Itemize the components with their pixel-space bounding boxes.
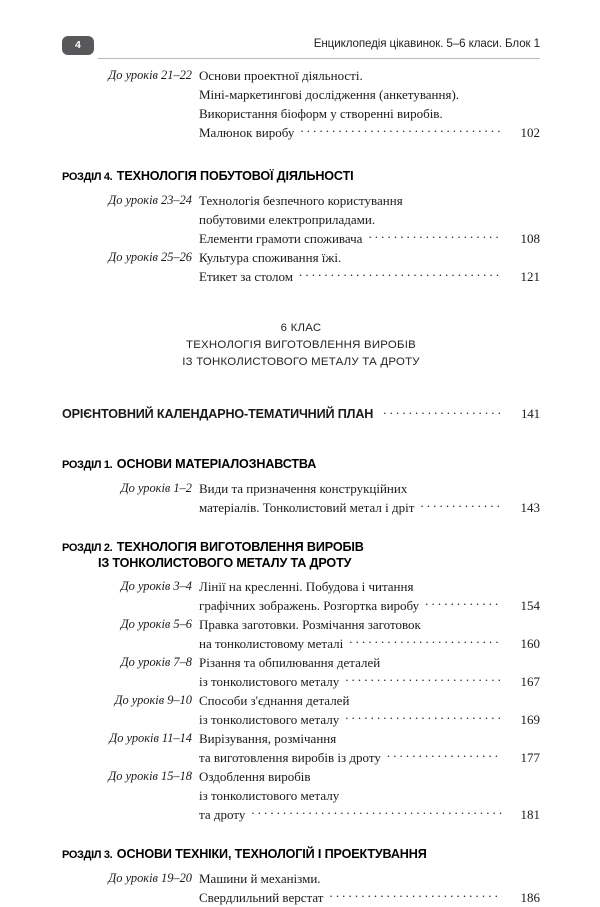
section-title-line-2: ІЗ ТОНКОЛИСТОВОГО МЕТАЛУ ТА ДРОТУ — [98, 556, 352, 570]
toc-entry-lines — [199, 615, 540, 653]
leader-dots — [300, 124, 502, 137]
toc-entry-label: До уроків 15–18 — [108, 769, 192, 783]
toc-line — [199, 104, 540, 123]
toc-line — [199, 596, 540, 615]
toc-line — [199, 634, 540, 653]
section-heading-2 — [62, 539, 540, 571]
leader-dots — [342, 730, 540, 743]
spacer — [62, 371, 540, 405]
leader-dots — [355, 692, 540, 705]
section-heading-3 — [62, 846, 540, 863]
toc-line-text: із тонколистового металу — [199, 674, 340, 689]
section-heading-1 — [62, 456, 540, 473]
toc-entry-7-8 — [62, 653, 540, 691]
leader-dots — [465, 86, 540, 99]
leader-dots — [383, 405, 502, 418]
page-header — [62, 36, 540, 60]
section-title: ОСНОВИ ТЕХНІКИ, ТЕХНОЛОГІЙ І ПРОЕКТУВАННЯ — [116, 847, 427, 861]
leader-dots — [299, 268, 502, 281]
toc-entry-9-10 — [62, 691, 540, 729]
toc-line — [199, 123, 540, 142]
section-heading-4 — [62, 168, 540, 185]
toc-line-text: із тонколистового металу — [199, 788, 340, 803]
class-block-line-1: 6 КЛАС — [280, 322, 322, 334]
toc-page-number: 186 — [520, 890, 540, 905]
toc-line — [199, 615, 540, 634]
toc-line-text: Різання та обпилювання деталей — [199, 655, 381, 670]
toc-entry-label: До уроків 23–24 — [108, 193, 192, 207]
toc-entry-15-18 — [62, 767, 540, 824]
toc-entry-label: До уроків 21–22 — [108, 68, 192, 82]
toc-entry-lines — [199, 869, 540, 907]
leader-dots — [329, 889, 502, 902]
toc-line — [199, 869, 540, 888]
toc-line — [199, 191, 540, 210]
spacer — [62, 422, 540, 456]
toc-line — [199, 748, 540, 767]
toc-entry-label: До уроків 5–6 — [120, 617, 192, 631]
header-divider — [98, 58, 540, 59]
leader-dots — [368, 230, 502, 243]
toc-entry-label: До уроків 1–2 — [120, 481, 192, 495]
section-title: ОСНОВИ МАТЕРІАЛОЗНАВСТВА — [116, 457, 317, 471]
toc-page-number: 154 — [520, 598, 540, 613]
section-number: РОЗДІЛ 3. — [62, 849, 113, 861]
toc-line-text: Технологія безпечного користування — [199, 193, 403, 208]
toc-entry-25-26 — [62, 248, 540, 286]
leader-dots — [345, 711, 502, 724]
toc-line-text: Лінії на кресленні. Побудова і читання — [199, 579, 414, 594]
toc-entry-5-6 — [62, 615, 540, 653]
toc-entry-19-20 — [62, 869, 540, 907]
toc-line-text: Елементи грамоти споживача — [199, 231, 363, 246]
toc-line — [199, 653, 540, 672]
leader-dots — [413, 480, 540, 493]
toc-entry-label: До уроків 3–4 — [120, 579, 192, 593]
leader-dots — [347, 249, 540, 262]
leader-dots — [345, 673, 502, 686]
leader-dots — [420, 499, 502, 512]
toc-line — [199, 672, 540, 691]
toc-page-number: 121 — [520, 269, 540, 284]
toc-line-text: та виготовлення виробів із дроту — [199, 750, 381, 765]
class-block-line-2: ТЕХНОЛОГІЯ ВИГОТОВЛЕННЯ ВИРОБІВ — [185, 339, 416, 351]
toc-entry-1-2 — [62, 479, 540, 517]
toc-line-text: Основи проектної діяльності. — [199, 68, 363, 83]
toc-entry-23-24 — [62, 191, 540, 248]
toc-page-number: 167 — [520, 674, 540, 689]
toc-line — [199, 729, 540, 748]
toc-entry-3-4 — [62, 577, 540, 615]
leader-dots — [369, 67, 540, 80]
toc-line — [199, 786, 540, 805]
spacer — [62, 286, 540, 320]
toc-entry-lines — [199, 767, 540, 824]
toc-entry-lines — [199, 66, 540, 142]
toc-line-text: Малюнок виробу — [199, 125, 295, 140]
toc-line-text: Машини й механізми. — [199, 871, 321, 886]
toc-entry-label: До уроків 25–26 — [108, 250, 192, 264]
toc-page-number: 108 — [520, 231, 540, 246]
toc-line-text: побутовими електроприладами. — [199, 212, 376, 227]
toc-entry-label: До уроків 9–10 — [114, 693, 192, 707]
toc-line — [199, 710, 540, 729]
toc-line — [199, 767, 540, 786]
toc-page-number: 160 — [520, 636, 540, 651]
spacer — [62, 142, 540, 168]
spacer — [62, 517, 540, 539]
toc-page-number: 177 — [520, 750, 540, 765]
toc-entry-label: До уроків 19–20 — [108, 871, 192, 885]
leader-dots — [386, 654, 540, 667]
leader-dots — [317, 768, 540, 781]
toc-entry-11-14 — [62, 729, 540, 767]
section-title: ТЕХНОЛОГІЯ ПОБУТОВОЇ ДІЯЛЬНОСТІ — [116, 169, 354, 183]
toc-entry-plan — [62, 405, 540, 422]
table-of-contents — [62, 66, 540, 907]
toc-page-number: 181 — [520, 807, 540, 822]
toc-entry-lines — [199, 691, 540, 729]
toc-entry-lines — [199, 653, 540, 691]
toc-line — [199, 498, 540, 517]
toc-line — [199, 267, 540, 286]
toc-line-text: та дроту — [199, 807, 246, 822]
toc-line-text: Використання біоформ у створенні виробів. — [199, 106, 443, 121]
toc-line — [199, 805, 540, 824]
toc-line — [199, 248, 540, 267]
leader-dots — [251, 806, 502, 819]
toc-entry-lines — [199, 248, 540, 286]
toc-line — [199, 691, 540, 710]
toc-entry-lines — [199, 479, 540, 517]
toc-line — [199, 229, 540, 248]
toc-page-number: 141 — [520, 406, 540, 421]
toc-line-text: Міні-маркетингові дослідження (анкетування). — [199, 87, 460, 102]
leader-dots — [449, 105, 540, 118]
section-number: РОЗДІЛ 1. — [62, 459, 113, 471]
spacer — [62, 824, 540, 846]
section-number: РОЗДІЛ 2. — [62, 542, 113, 554]
leader-dots — [327, 870, 540, 883]
toc-line — [199, 888, 540, 907]
toc-line-text: Правка заготовки. Розмічання заготовок — [199, 617, 421, 632]
toc-entry-label: До уроків 7–8 — [120, 655, 192, 669]
class-block — [62, 320, 540, 371]
toc-page-number: 169 — [520, 712, 540, 727]
toc-line-text: матеріалів. Тонколистовий метал і дріт — [199, 500, 415, 515]
toc-line — [199, 210, 540, 229]
leader-dots — [381, 211, 540, 224]
toc-line-text: Оздоблення виробів — [199, 769, 311, 784]
toc-line — [199, 577, 540, 596]
toc-page-number: 143 — [520, 500, 540, 515]
toc-entry-label: До уроків 11–14 — [109, 731, 192, 745]
leader-dots — [427, 616, 540, 629]
toc-entry-21-22 — [62, 66, 540, 142]
toc-page-number: 102 — [520, 125, 540, 140]
leader-dots — [349, 635, 502, 648]
toc-line — [199, 479, 540, 498]
toc-entry-lines — [199, 577, 540, 615]
leader-dots — [387, 749, 502, 762]
section-title: ТЕХНОЛОГІЯ ВИГОТОВЛЕННЯ ВИРОБІВ — [116, 540, 364, 554]
toc-line-text: Способи з'єднання деталей — [199, 693, 350, 708]
page-number-badge: 4 — [62, 36, 94, 55]
toc-line-text: Етикет за столом — [199, 269, 294, 284]
toc-line-text: Культура споживання їжі. — [199, 250, 342, 265]
leader-dots — [425, 597, 502, 610]
toc-line-text: Види та призначення конструкційних — [199, 481, 408, 496]
section-number: РОЗДІЛ 4. — [62, 171, 113, 183]
toc-line-text: Свердлильний верстат — [199, 890, 324, 905]
plan-title: ОРІЄНТОВНИЙ КАЛЕНДАРНО-ТЕМАТИЧНИЙ ПЛАН — [62, 407, 374, 421]
toc-line-text: із тонколистового металу — [199, 712, 340, 727]
toc-line-text: Вирізування, розмічання — [199, 731, 337, 746]
leader-dots — [345, 787, 540, 800]
toc-entry-lines — [199, 729, 540, 767]
toc-line-text: на тонколистовому металі — [199, 636, 344, 651]
running-title: Енциклопедія цікавинок. 5–6 класи. Блок 1 — [313, 37, 540, 50]
leader-dots — [409, 192, 540, 205]
toc-line-text: графічних зображень. Розгортка виробу — [199, 598, 420, 613]
leader-dots — [419, 578, 540, 591]
toc-line — [199, 85, 540, 104]
toc-entry-lines — [199, 191, 540, 248]
class-block-line-3: ІЗ ТОНКОЛИСТОВОГО МЕТАЛУ ТА ДРОТУ — [182, 356, 420, 368]
toc-line — [199, 66, 540, 85]
